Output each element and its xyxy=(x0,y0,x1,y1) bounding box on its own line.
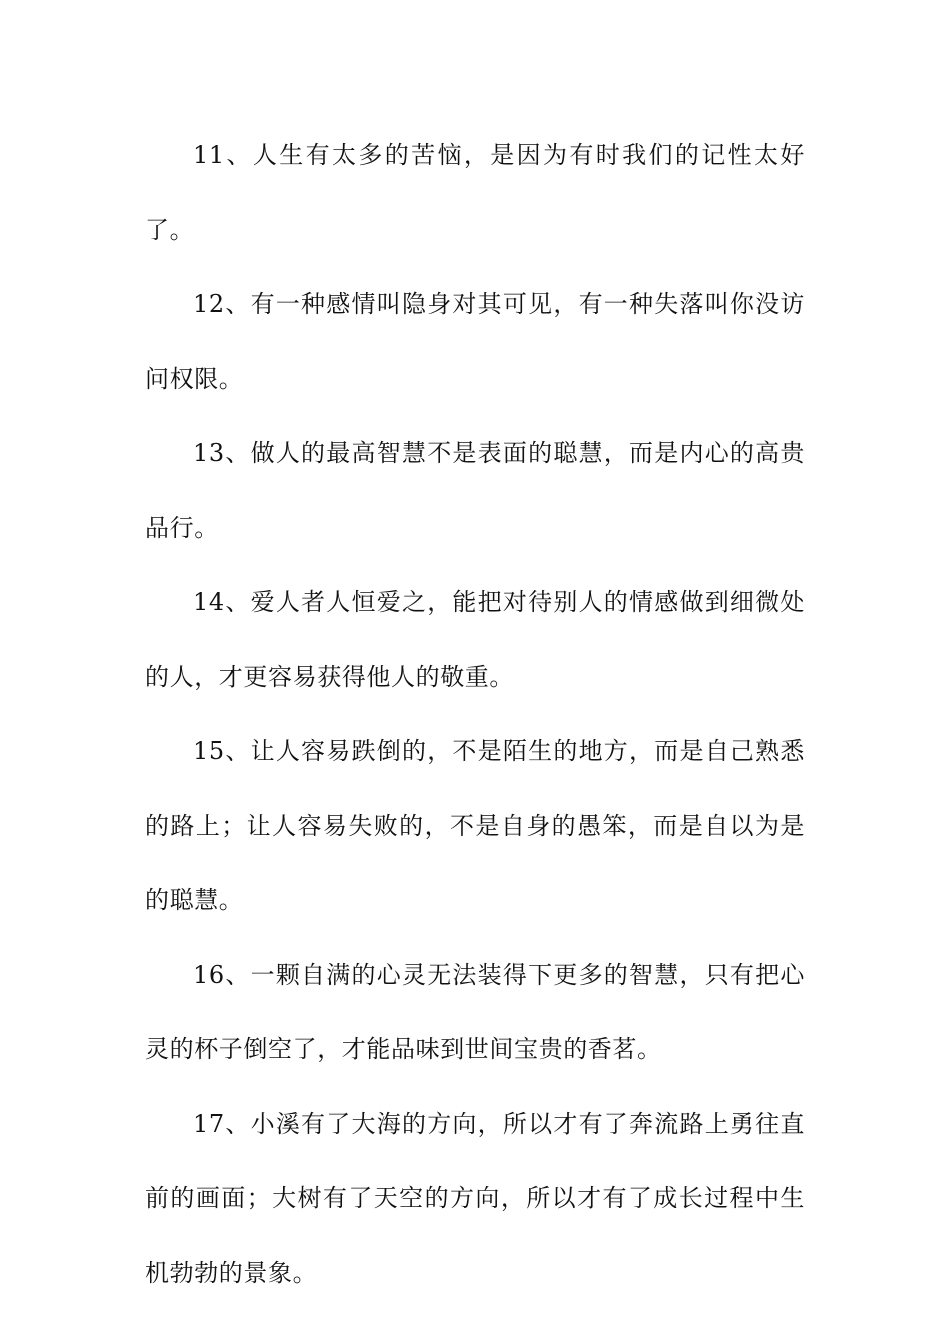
paragraph-15: 15、让人容易跌倒的，不是陌生的地方，而是自己熟悉的路上；让人容易失败的，不是自身的愚笨，而是自以为是的聪慧。 xyxy=(145,737,805,914)
paragraph-11: 11、人生有太多的苦恼，是因为有时我们的记性太好了。 xyxy=(145,141,805,244)
paragraph-12: 12、有一种感情叫隐身对其可见，有一种失落叫你没访问权限。 xyxy=(145,290,805,393)
paragraph-14: 14、爱人者人恒爱之，能把对待别人的情感做到细微处的人，才更容易获得他人的敬重。 xyxy=(145,588,805,691)
paragraph-16: 16、一颗自满的心灵无法装得下更多的智慧，只有把心灵的杯子倒空了，才能品味到世间宝贵的香茗。 xyxy=(145,960,805,1063)
paragraph-13: 13、做人的最高智慧不是表面的聪慧，而是内心的高贵品行。 xyxy=(145,439,805,542)
document-body xyxy=(145,118,805,1310)
paragraph-17: 17、小溪有了大海的方向，所以才有了奔流路上勇往直前的画面；大树有了天空的方向，所以才有了成长过程中生机勃勃的景象。 xyxy=(145,1109,805,1287)
